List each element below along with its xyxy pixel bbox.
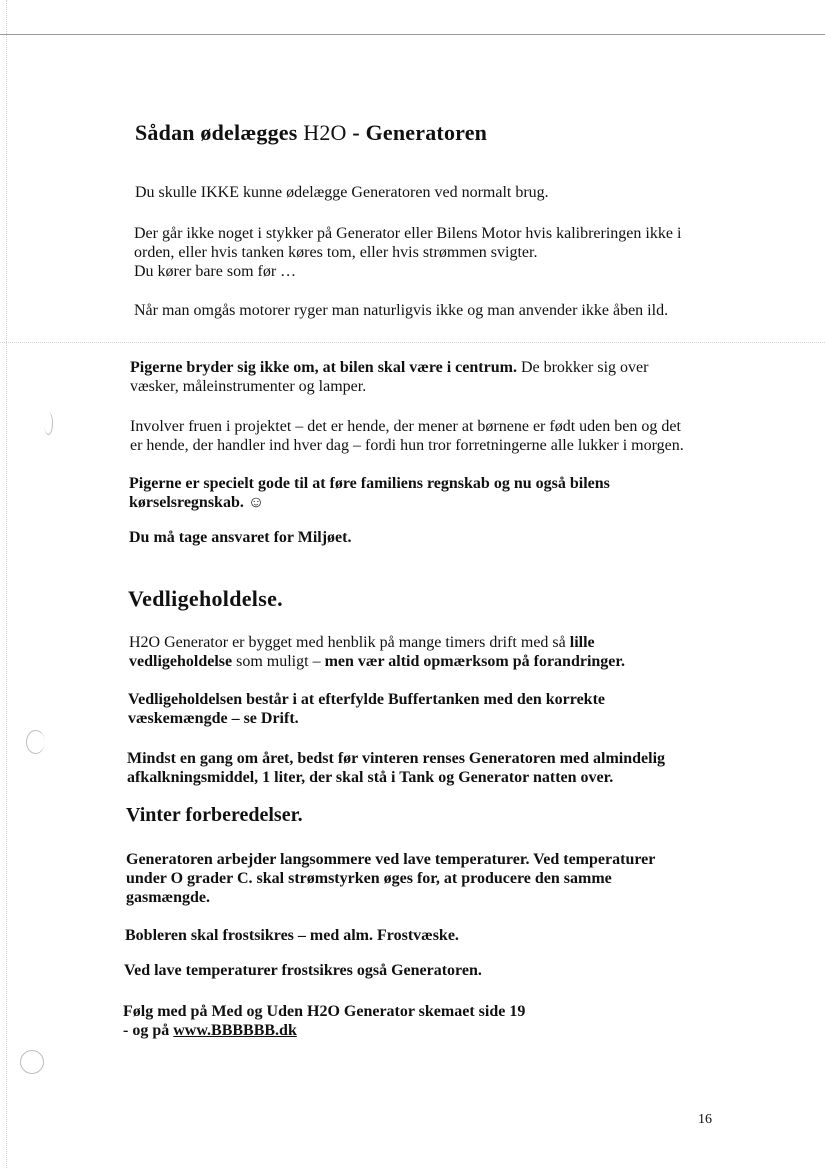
scan-artifact-mark: [44, 412, 53, 435]
page-title: Sådan ødelægges H2O - Generatoren: [135, 120, 488, 145]
maintenance-paragraph-1: H2O Generator er bygget med henblik på mange timers drift med så lille vedligeholdelse som muligt – men vær altid opmærksom på forandringer.: [129, 634, 626, 670]
binder-hole-mark: [20, 1050, 44, 1074]
family-paragraph-2: Involver fruen i projektet – det er hende, der mener at børnene er født uden ben og det er hende, der handler ind hver dag – fordi hun tror forretningerne alle lukker i morgen.: [130, 418, 684, 454]
family-paragraph-3: Pigerne er specielt gode til at føre familiens regnskab og nu også bilens kørselsregnskab. ☺: [129, 475, 610, 511]
website-link[interactable]: www.BBBBBB.dk: [173, 1022, 297, 1039]
scan-left-edge: [6, 0, 7, 1168]
intro-paragraph-3: Når man omgås motorer ryger man naturligvis ikke og man anvender ikke åben ild.: [134, 302, 669, 319]
winter-paragraph-4: Følg med på Med og Uden H2O Generator skemaet side 19 - og på www.BBBBBB.dk: [123, 1003, 526, 1039]
family-paragraph-4: Du må tage ansvaret for Miljøet.: [129, 529, 352, 546]
intro-paragraph-1: Du skulle IKKE kunne ødelægge Generatoren ved normalt brug.: [135, 184, 549, 201]
scan-artifact-mark: [26, 730, 45, 754]
section-heading-maintenance: Vedligeholdelse.: [128, 586, 283, 611]
top-rule: [0, 34, 825, 35]
maintenance-paragraph-3: Mindst en gang om året, bedst før vinteren renses Generatoren med almindelig afkalkningsmiddel, 1 liter, der skal stå i Tank og Generator natten over.: [127, 750, 666, 786]
intro-paragraph-2: Der går ikke noget i stykker på Generator eller Bilens Motor hvis kalibreringen ikke i orden, eller hvis tanken køres tom, eller hvis strømmen svigter. Du kører bare som før …: [134, 225, 682, 280]
scan-fold-line: [0, 342, 825, 343]
winter-paragraph-1: Generatoren arbejder langsommere ved lave temperaturer. Ved temperaturer under O grader C. skal strømstyrken øges for, at producere den samme gasmængde.: [126, 851, 656, 906]
winter-paragraph-3: Ved lave temperaturer frostsikres også Generatoren.: [124, 962, 482, 979]
maintenance-paragraph-2: Vedligeholdelsen består i at efterfylde Buffertanken med den korrekte væskemængde – se Drift.: [128, 691, 605, 727]
section-heading-winter: Vinter forberedelser.: [126, 804, 303, 826]
family-paragraph-1: Pigerne bryder sig ikke om, at bilen skal være i centrum. De brokker sig over væsker, måleinstrumenter og lamper.: [130, 359, 649, 395]
winter-paragraph-2: Bobleren skal frostsikres – med alm. Frostvæske.: [125, 927, 459, 944]
page-number: 16: [698, 1112, 712, 1127]
